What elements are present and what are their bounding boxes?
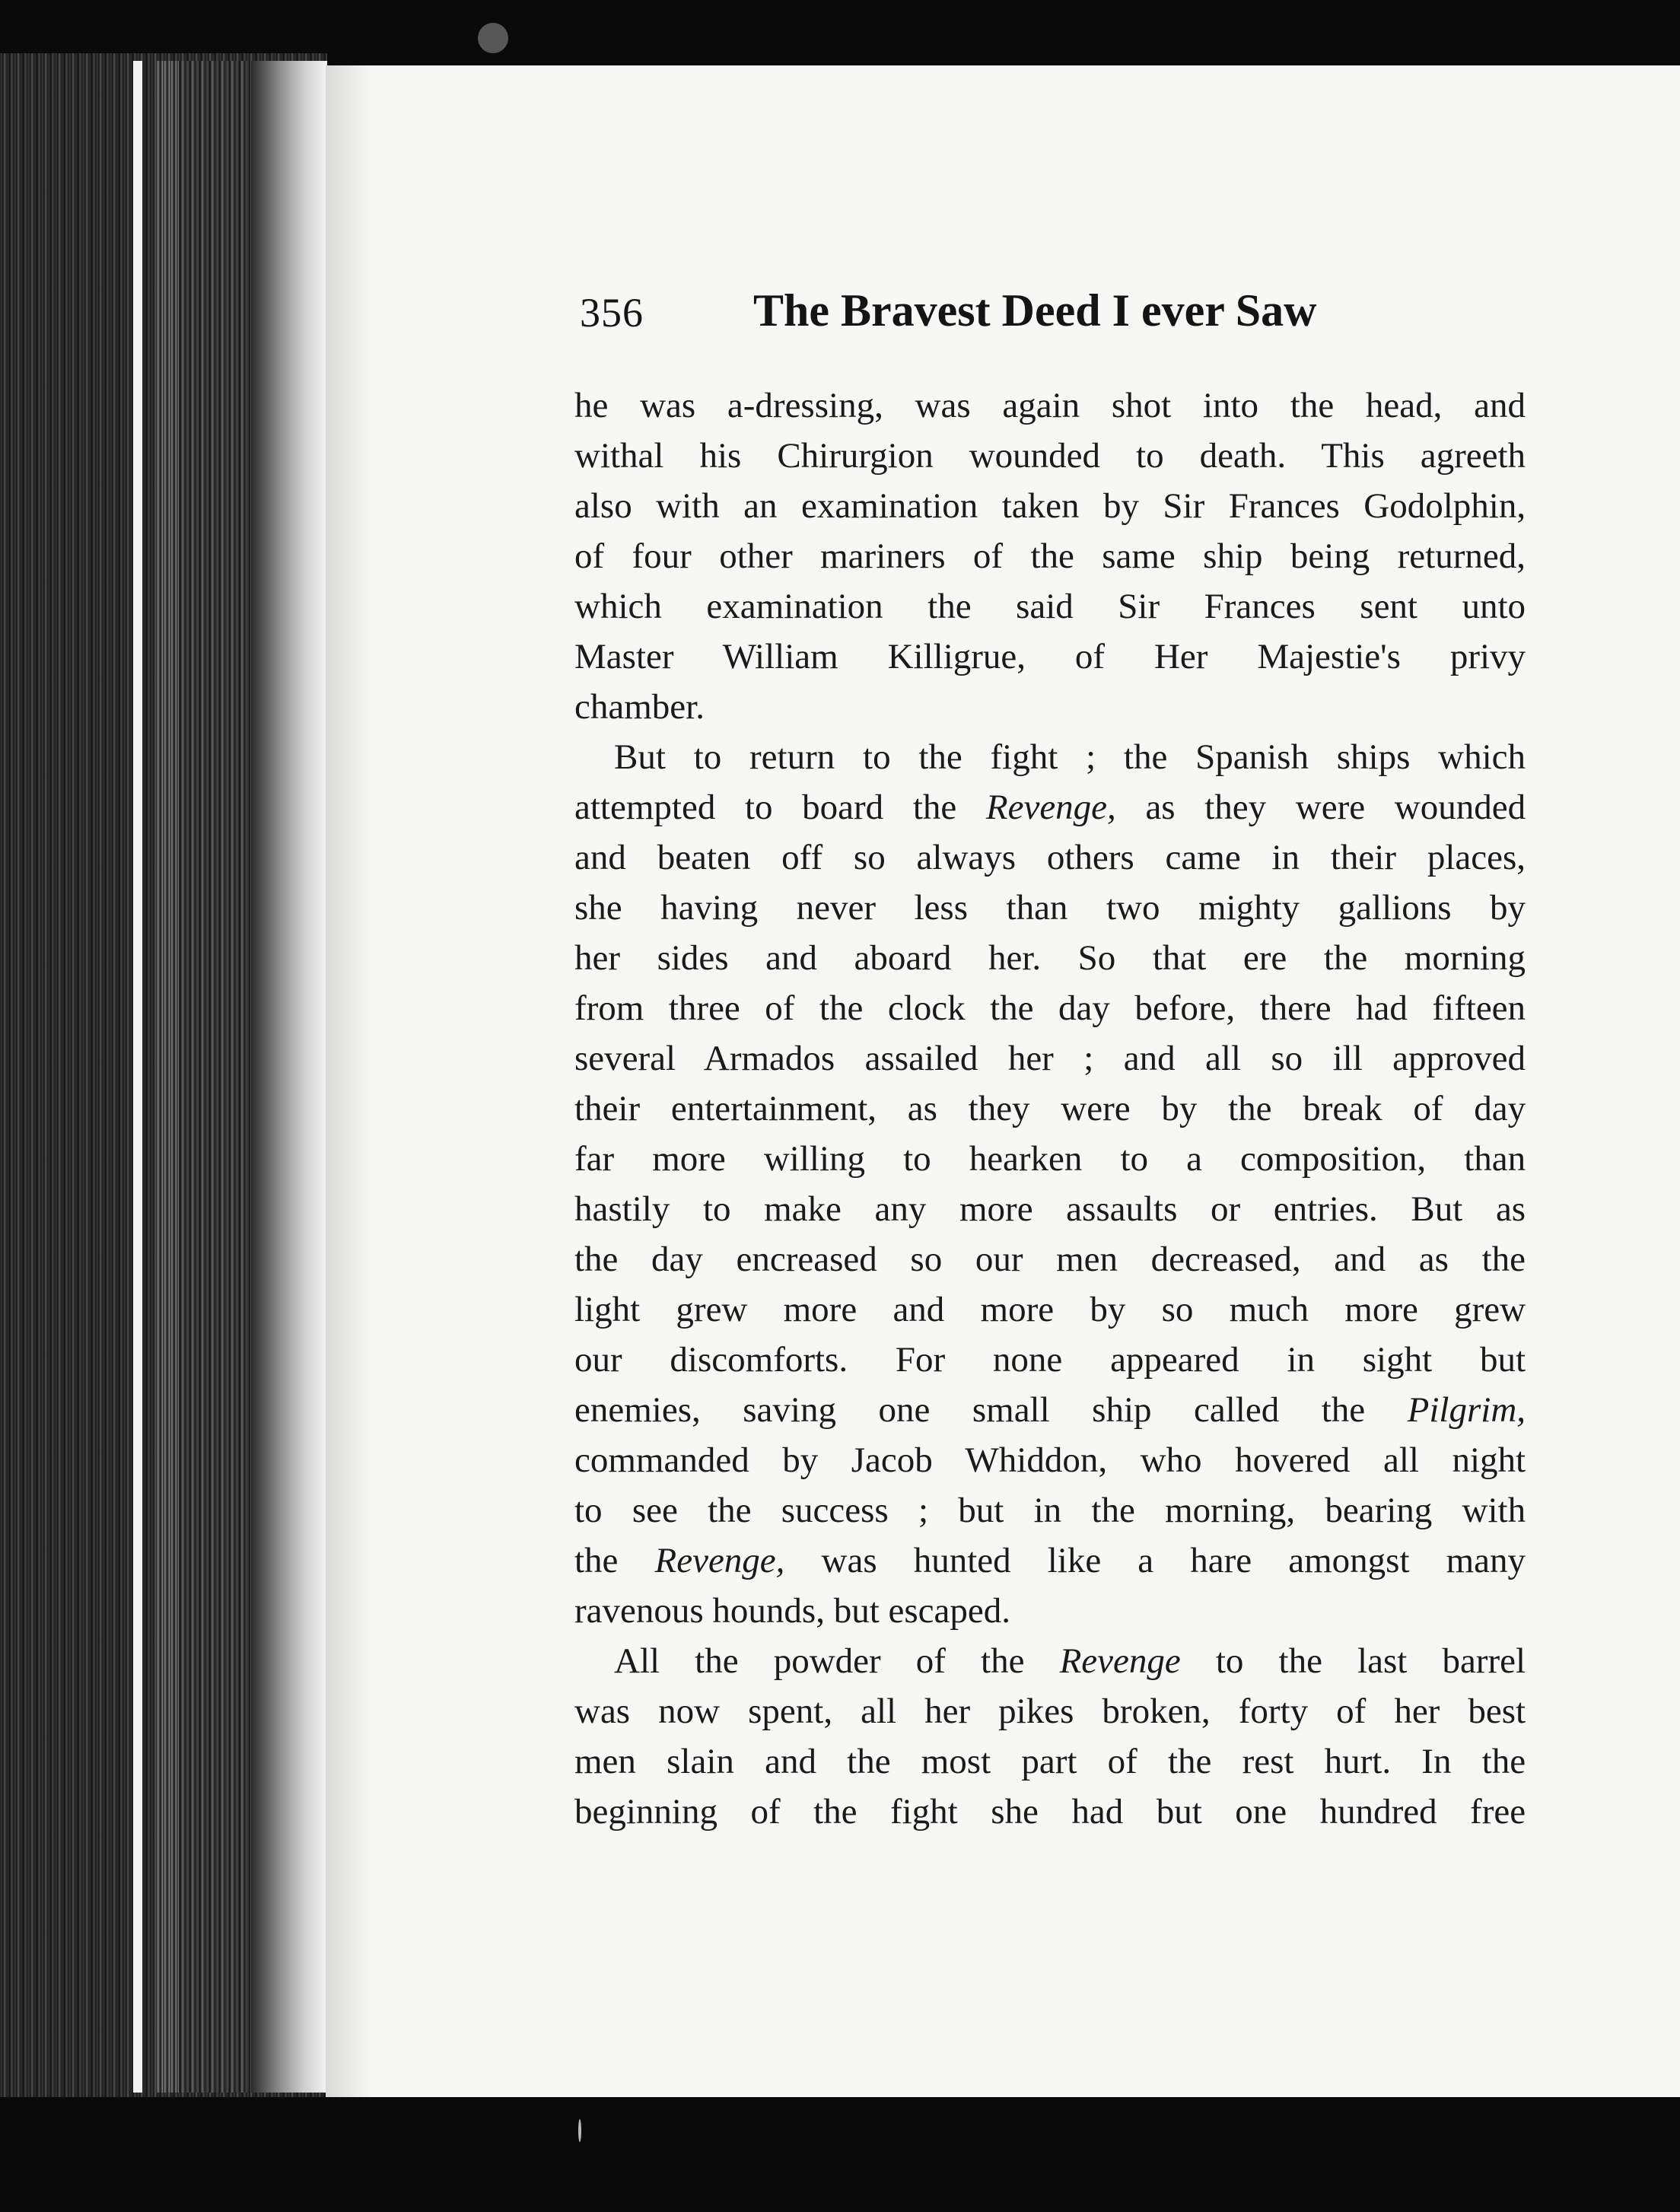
text-line: enemies, saving one small ship called the Pilgrim, bbox=[574, 1390, 1526, 1430]
running-title: The Bravest Deed I ever Saw bbox=[753, 285, 1317, 336]
text-line: which examination the said Sir Frances sent unto bbox=[574, 587, 1526, 626]
page-gutter-shade bbox=[251, 61, 327, 2093]
text-line: the day encreased so our men decreased, and as the bbox=[574, 1240, 1526, 1279]
text-line: was now spent, all her pikes broken, forty of her best bbox=[574, 1692, 1526, 1731]
text-line: far more willing to hearken to a composition, than bbox=[574, 1139, 1526, 1179]
text-line: their entertainment, as they were by the break of day bbox=[574, 1089, 1526, 1128]
text-line: and beaten off so always others came in their places, bbox=[574, 838, 1526, 877]
text-line: But to return to the fight ; the Spanish ships which bbox=[614, 737, 1526, 777]
text-line: men slain and the most part of the rest hurt. In the bbox=[574, 1742, 1526, 1781]
text-line: she having never less than two mighty gallions by bbox=[574, 888, 1526, 928]
page-edge-band bbox=[175, 61, 247, 2093]
text-line: our discomforts. For none appeared in sight but bbox=[574, 1340, 1526, 1380]
text-line: attempted to board the Revenge, as they were wounded bbox=[574, 788, 1526, 827]
running-header bbox=[580, 280, 1531, 349]
text-line: All the powder of the Revenge to the last barrel bbox=[614, 1641, 1526, 1681]
text-line: chamber. bbox=[574, 687, 705, 727]
text-line: of four other mariners of the same ship being returned, bbox=[574, 536, 1526, 576]
text-line: her sides and aboard her. So that ere the morning bbox=[574, 938, 1526, 978]
text-line: the Revenge, was hunted like a hare amongst many bbox=[574, 1541, 1526, 1580]
scan-speck bbox=[578, 2119, 581, 2142]
text-line: ravenous hounds, but escaped. bbox=[574, 1591, 1011, 1631]
text-line: beginning of the fight she had but one hundred free bbox=[574, 1792, 1526, 1832]
scan-speck bbox=[478, 23, 508, 53]
text-line: withal his Chirurgion wounded to death. This agreeth bbox=[574, 436, 1526, 476]
text-line: to see the success ; but in the morning, bearing with bbox=[574, 1491, 1526, 1530]
page-edge-highlight bbox=[133, 61, 142, 2093]
text-line: commanded by Jacob Whiddon, who hovered all night bbox=[574, 1440, 1526, 1480]
body-text bbox=[574, 380, 1526, 1837]
text-line: he was a-dressing, was again shot into the head, and bbox=[574, 386, 1526, 425]
page-gutter-shadow bbox=[326, 65, 371, 2097]
text-line: light grew more and more by so much more grew bbox=[574, 1290, 1526, 1329]
text-line: several Armados assailed her ; and all so ill approved bbox=[574, 1039, 1526, 1078]
page-number: 356 bbox=[580, 290, 644, 336]
text-line: also with an examination taken by Sir Frances Godolphin, bbox=[574, 486, 1526, 526]
page-edge-band bbox=[156, 61, 179, 2093]
scan-bottom-edge bbox=[0, 2097, 1680, 2212]
text-line: hastily to make any more assaults or entries. But as bbox=[574, 1189, 1526, 1229]
text-line: Master William Killigrue, of Her Majestie's privy bbox=[574, 637, 1526, 676]
text-line: from three of the clock the day before, there had fifteen bbox=[574, 988, 1526, 1028]
